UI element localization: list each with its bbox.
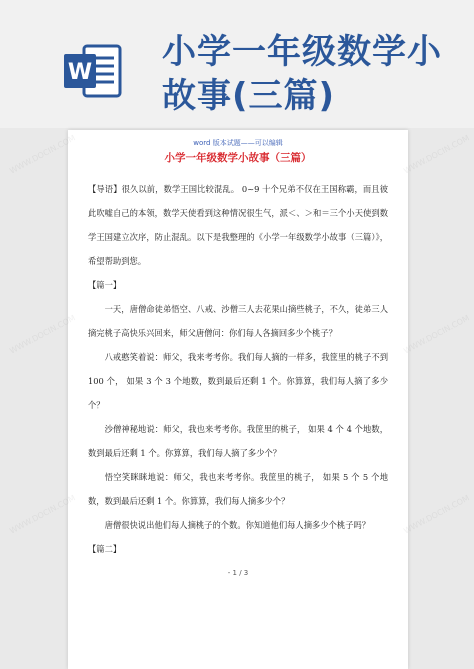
document-body xyxy=(88,177,388,561)
header-banner xyxy=(0,0,474,128)
paragraph: 一天，唐僧命徒弟悟空、八戒、沙僧三人去花果山摘些桃子，不久，徒弟三人摘完桃子高快乐兴回来，师父唐僧问：你们每人各摘回多少个桃子？ xyxy=(88,304,388,338)
word-doc-icon xyxy=(62,40,124,102)
word-icon-letter: W xyxy=(67,60,93,85)
watermark-text: WWW.DOCIN.COM xyxy=(402,133,471,176)
paragraph: 唐僧很快说出他们每人摘桃子的个数。你知道他们每人摘多少个桃子吗？ xyxy=(104,520,371,530)
paragraph: 悟空笑眯眯地说：师父，我也来考考你。我筐里的桃子， 如果 5 个 5 个地数，数到最后还剩 1 个。你算算，我们每人摘多少个？ xyxy=(88,472,388,506)
title-line-1: 小学一年级数学小 xyxy=(162,32,442,72)
watermark-text: WWW.DOCIN.COM xyxy=(402,313,471,356)
watermark-text: WWW.DOCIN.COM xyxy=(8,493,77,536)
page-number: - 1 / 3 xyxy=(227,569,249,577)
document-page xyxy=(68,130,408,669)
version-note: word 版本试题——可以编辑 xyxy=(193,139,283,147)
paragraph-intro: 【导语】很久以前，数学王国比较混乱。 0~9 十个兄弟不仅在王国称霸，而且彼此吹嘘自己的本领，数学天使看到这种情况很生气，派＜、＞和＝三个小天使到数学王国建立次序，防止混乱。以下是我整理的《小学一年级数学小故事（三篇）》，希望帮助到您。 xyxy=(88,184,388,266)
paragraph: 沙僧神秘地说：师父，我也来考考你。我筐里的桃子， 如果 4 个 4 个地数，数到最后还剩 1 个。你算算，我们每人摘了多少个？ xyxy=(88,424,388,458)
paragraph: 八戒憨笑着说：师父，我来考考你。我们每人摘的一样多，我筐里的桃子不到 100 个， 如果 3 个 3 个地数，数到最后还剩 1 个。你算算，我们每人摘了多少个？ xyxy=(88,352,388,410)
watermark-text: WWW.DOCIN.COM xyxy=(8,133,77,176)
section-heading-2: 【篇二】 xyxy=(88,544,122,554)
watermark-text: WWW.DOCIN.COM xyxy=(402,493,471,536)
section-heading-1: 【篇一】 xyxy=(88,280,122,290)
title-line-2: 故事(三篇) xyxy=(162,76,336,116)
page-title xyxy=(162,30,462,118)
document-title: 小学一年级数学小故事（三篇） xyxy=(164,152,312,164)
watermark-text: WWW.DOCIN.COM xyxy=(8,313,77,356)
